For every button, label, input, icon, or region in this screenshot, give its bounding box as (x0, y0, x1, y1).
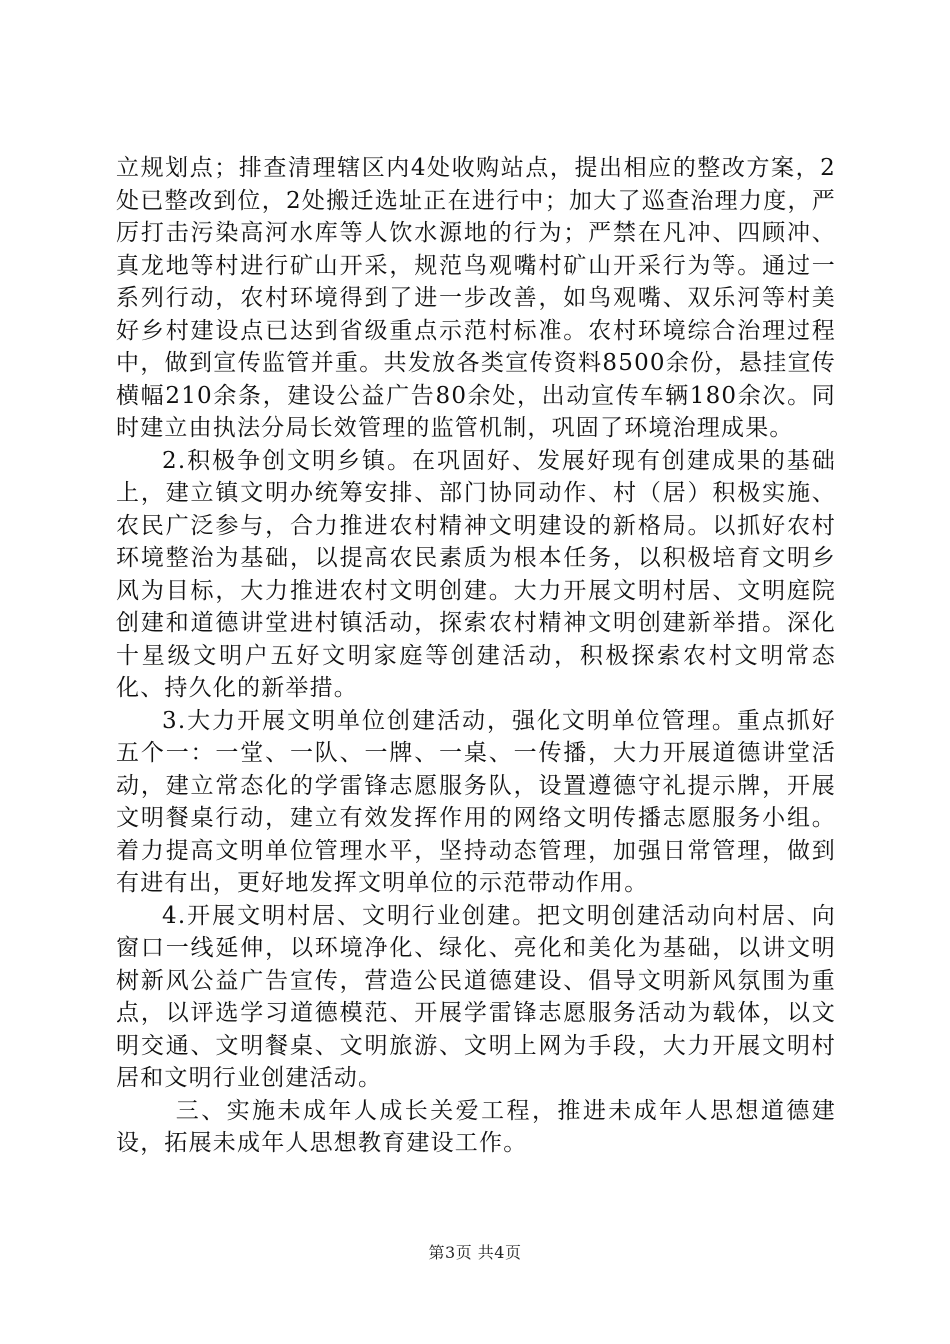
paragraph-environment-continued: 立规划点；排查清理辖区内4处收购站点，提出相应的整改方案，2处已整改到位，2处搬迁选址正在进行中；加大了巡查治理力度，严厉打击污染高河水库等人饮水源地的行为；严禁在凡冲、四顾冲、真龙地等村进行矿山开采，规范鸟观嘴村矿山开采行为等。通过一系列行动，农村环境得到了进一步改善，如鸟观嘴、双乐河等村美好乡村建设点已达到省级重点示范村标准。农村环境综合治理过程中，做到宣传监管并重。共发放各类宣传资料8500余份，悬挂宣传横幅210余条，建设公益广告80余处，出动宣传车辆180余次。同时建立由执法分局长效管理的监管机制，巩固了环境治理成果。 (116, 155, 836, 441)
paragraph-civilized-units: 3.大力开展文明单位创建活动，强化文明单位管理。重点抓好五个一：一堂、一队、一牌、一桌、一传播，大力开展道德讲堂活动，建立常态化的学雷锋志愿服务队，设置遵德守礼提示牌，开展文明餐桌行动，建立有效发挥作用的网络文明传播志愿服务小组。着力提高文明单位管理水平，坚持动态管理，加强日常管理，做到有进有出，更好地发挥文明单位的示范带动作用。 (116, 707, 836, 896)
paragraph-civilized-villages-industries: 4.开展文明村居、文明行业创建。把文明创建活动向村居、向窗口一线延伸，以环境净化、绿化、亮化和美化为基础，以讲文明树新风公益广告宣传，营造公民道德建设、倡导文明新风氛围为重点，以评选学习道德模范、开展学雷锋志愿服务活动为载体，以文明交通、文明餐桌、文明旅游、文明上网为手段，大力开展文明村居和文明行业创建活动。 (116, 902, 836, 1091)
section-heading-minors: 三、实施未成年人成长关爱工程，推进未成年人思想道德建设，拓展未成年人思想教育建设工作。 (116, 1097, 836, 1156)
document-body (116, 152, 836, 1160)
page-number-footer: 第3页 共4页 (428, 1243, 522, 1262)
paragraph-civilized-township: 2.积极争创文明乡镇。在巩固好、发展好现有创建成果的基础上，建立镇文明办统筹安排、部门协同动作、村（居）积极实施、农民广泛参与，合力推进农村精神文明建设的新格局。以抓好农村环境整治为基础，以提高农民素质为根本任务，以积极培育文明乡风为目标，大力推进农村文明创建。大力开展文明村居、文明庭院创建和道德讲堂进村镇活动，探索农村精神文明创建新举措。深化十星级文明户五好文明家庭等创建活动，积极探索农村文明常态化、持久化的新举措。 (116, 447, 836, 701)
